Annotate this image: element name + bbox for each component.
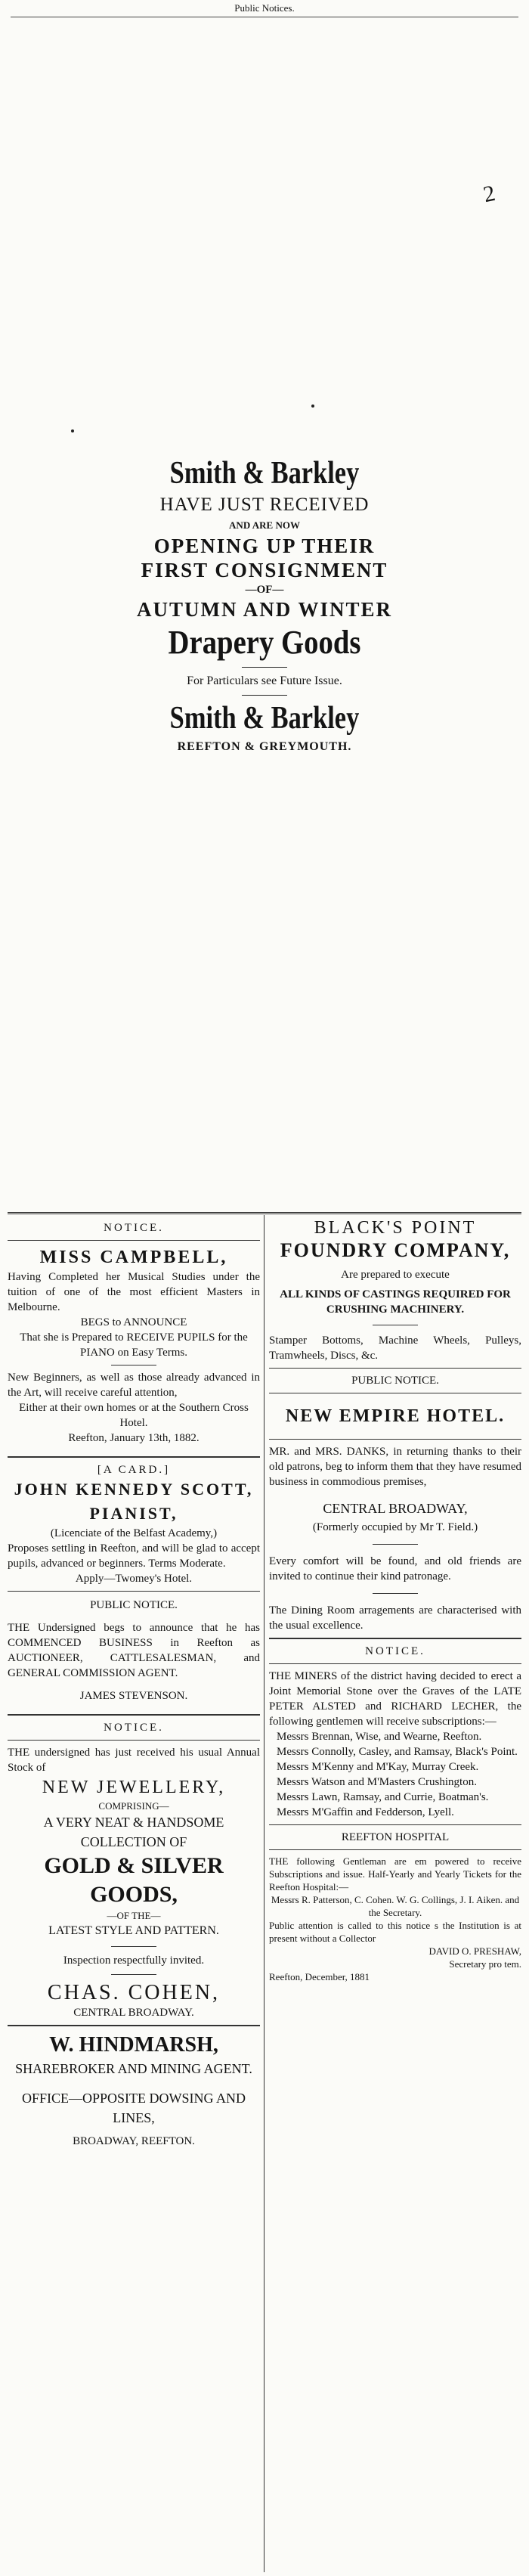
notice-sub: (Licenciate of the Belfast Academy,) [50, 1527, 218, 1539]
columns-top-rule [8, 1212, 521, 1214]
notice-date: Reefton, December, 1881 [269, 1971, 370, 1982]
divider [8, 2025, 260, 2026]
ink-speck [71, 429, 74, 432]
notice-line: Inspection respectfully invited. [63, 1954, 205, 1967]
notice-line: LATEST STYLE AND PATTERN. [48, 1924, 219, 1937]
notice-note: Public attention is called to this notice s the Institution is at present without a Collector [269, 1920, 521, 1944]
ad-line: OPENING UP THEIR [153, 535, 376, 557]
left-column [8, 1217, 260, 2149]
ad-line: HAVE JUST RECEIVED [159, 494, 370, 515]
notice-body: Proposes settling in Reefton, and will be glad to accept pupils, advanced or beginners. Terms Moderate. [8, 1542, 260, 1570]
notice-date: Reefton, January 13th, 1882. [68, 1432, 200, 1444]
hospital-notice [269, 1830, 521, 1983]
notice-body: Either at their own homes or at the Southern Cross Hotel. [19, 1402, 249, 1429]
notice-body: Having Completed her Musical Studies under the tuition of one of the most efficient Masters in Melbourne. [8, 1271, 260, 1313]
ink-speck [311, 405, 314, 408]
notice-body: That she is Prepared to RECEIVE PUPILS for the PIANO on Easy Terms. [20, 1331, 248, 1359]
header-title: Public Notices. [234, 2, 295, 14]
notice-name: CHAS. COHEN, [47, 1981, 221, 2004]
notice-sign: JAMES STEVENSON. [79, 1690, 188, 1702]
divider [269, 1849, 521, 1850]
notice-line: —OF THE— [107, 1910, 161, 1921]
divider [111, 1974, 156, 1975]
empire-notice [269, 1373, 521, 1633]
list-item: Messrs M'Kenny and M'Kay, Murray Creek. [277, 1761, 479, 1773]
notice-heading: NOTICE. [104, 1722, 164, 1734]
notice-title: BLACK'S POINT [314, 1218, 477, 1238]
scott-card [8, 1462, 260, 1586]
ad-line: AUTUMN AND WINTER [136, 598, 393, 621]
notice-body: THE Undersigned begs to announce that he has COMMENCED BUSINESS in Reefton as AUCTIONEER, CATTLESALESMAN, and GENERAL COMMISSION AGENT. [8, 1622, 260, 1679]
handwritten-mark: 2 [481, 180, 498, 208]
notice-line: (Formerly occupied by Mr T. Field.) [312, 1521, 478, 1533]
notice-office: OFFICE—OPPOSITE DOWSING AND LINES, [21, 2091, 246, 2125]
notice-role: Secretary pro tem. [449, 1958, 521, 1970]
notice-name: W. HINDMARSH, [49, 2033, 218, 2057]
divider [269, 1663, 521, 1664]
page-header [0, 0, 529, 18]
divider [8, 1714, 260, 1716]
notice-line: Stamper Bottoms, Machine Wheels, Pulleys, Tramwheels, Discs, &c. [269, 1334, 521, 1362]
smith-barkley-ad [76, 454, 453, 756]
notice-heading: NOTICE. [104, 1222, 164, 1234]
notice-body: THE undersigned has just received his usual Annual Stock of [8, 1747, 260, 1774]
list-item: Messrs Lawn, Ramsay, and Currie, Boatman's. [277, 1791, 489, 1803]
ad-brand: Smith & Barkley [169, 456, 360, 491]
list-item: Messrs Connolly, Casley, and Ramsay, Black's Point. [277, 1746, 518, 1758]
divider [111, 1946, 156, 1947]
notice-loc: CENTRAL BROADWAY, [323, 1501, 468, 1516]
notice-heading: [A CARD.] [97, 1464, 171, 1476]
notice-line: A VERY NEAT & HANDSOME COLLECTION OF [43, 1815, 224, 1849]
divider [269, 1638, 521, 1639]
notice-line: GOLD & SILVER GOODS, [44, 1853, 224, 1907]
notice-heading: NOTICE. [365, 1645, 425, 1657]
notice-line: BEGS to ANNOUNCE [80, 1316, 187, 1328]
notice-name: JOHN KENNEDY SCOTT, [14, 1480, 254, 1499]
notice-body: The Dining Room arragements are characterised with the usual excellence. [269, 1604, 521, 1632]
notice-body: THE following Gentleman are em powered to receive Subscriptions and issue. Half-Yearly and Yearly Tickets for the Reefton Hospital:— [269, 1855, 521, 1892]
notice-addr: BROADWAY, REEFTON. [73, 2135, 195, 2147]
divider [8, 1740, 260, 1741]
notice-heading: PUBLIC NOTICE. [351, 1375, 439, 1387]
hindmarsh-notice [8, 2031, 260, 2149]
ad-line: REEFTON & GREYMOUTH. [177, 740, 352, 753]
divider [269, 1824, 521, 1825]
notice-role: SHAREBROKER AND MINING AGENT. [15, 2061, 252, 2076]
right-column [269, 1217, 521, 1983]
stevenson-notice [8, 1598, 260, 1703]
list-item: Messrs Watson and M'Masters Crushington. [277, 1776, 477, 1788]
divider [242, 667, 287, 668]
notice-heading: REEFTON HOSPITAL [341, 1831, 450, 1843]
notice-line: NEW JEWELLERY, [42, 1778, 226, 1797]
notice-name: MISS CAMPBELL, [39, 1248, 228, 1267]
ad-headline: Drapery Goods [168, 624, 361, 661]
list-item: Messrs M'Gaffin and Fedderson, Lyell. [277, 1806, 454, 1818]
divider [373, 1593, 418, 1594]
ad-line: AND ARE NOW [229, 519, 300, 531]
cohen-notice [8, 1720, 260, 2020]
memorial-notice [269, 1644, 521, 1820]
divider [373, 1544, 418, 1545]
notice-sign: DAVID O. PRESHAW, [428, 1945, 521, 1957]
ad-line: FIRST CONSIGNMENT [141, 559, 388, 581]
divider [8, 1591, 260, 1592]
notice-addr: CENTRAL BROADWAY. [73, 2007, 194, 2019]
ad-line: For Particulars see Future Issue. [187, 674, 342, 687]
notice-line: Are prepared to execute [341, 1269, 450, 1281]
divider [269, 1439, 521, 1440]
divider [242, 695, 287, 696]
divider [8, 1456, 260, 1458]
notice-heading: PUBLIC NOTICE. [90, 1599, 178, 1611]
divider [8, 1240, 260, 1241]
notice-body: Every comfort will be found, and old friends are invited to continue their kind patronage. [269, 1555, 521, 1582]
notice-body: THE MINERS of the district having decided to erect a Joint Memorial Stone over the Graves of the LATE PETER ALSTED and RICHARD LECHER, the following gentlemen will receive subscriptions:— [269, 1670, 521, 1728]
list-item: Messrs Brennan, Wise, and Wearne, Reefton. [277, 1731, 482, 1743]
divider [269, 1368, 521, 1369]
notice-line: ALL KINDS OF CASTINGS REQUIRED FOR CRUSHING MACHINERY. [280, 1288, 511, 1316]
notice-line: COMPRISING— [98, 1800, 169, 1812]
notice-body: New Beginners, as well as those already advanced in the Art, will receive careful attention, [8, 1372, 260, 1399]
notice-apply: Apply—Twomey's Hotel. [75, 1573, 193, 1585]
foundry-notice [269, 1217, 521, 1363]
campbell-notice [8, 1220, 260, 1446]
ad-line: —OF— [245, 584, 284, 596]
notice-title: FOUNDRY COMPANY, [280, 1239, 511, 1261]
notice-body: MR. and MRS. DANKS, in returning thanks to their old patrons, beg to inform them that they have resumed business in commodious premises, [269, 1446, 521, 1488]
notice-title: NEW EMPIRE HOTEL. [285, 1406, 506, 1426]
ad-brand: Smith & Barkley [169, 701, 360, 736]
notice-title: PIANIST, [89, 1504, 178, 1523]
notice-names: Messrs R. Patterson, C. Cohen. W. G. Collings, J. I. Aiken. and the Secretary. [271, 1894, 520, 1918]
